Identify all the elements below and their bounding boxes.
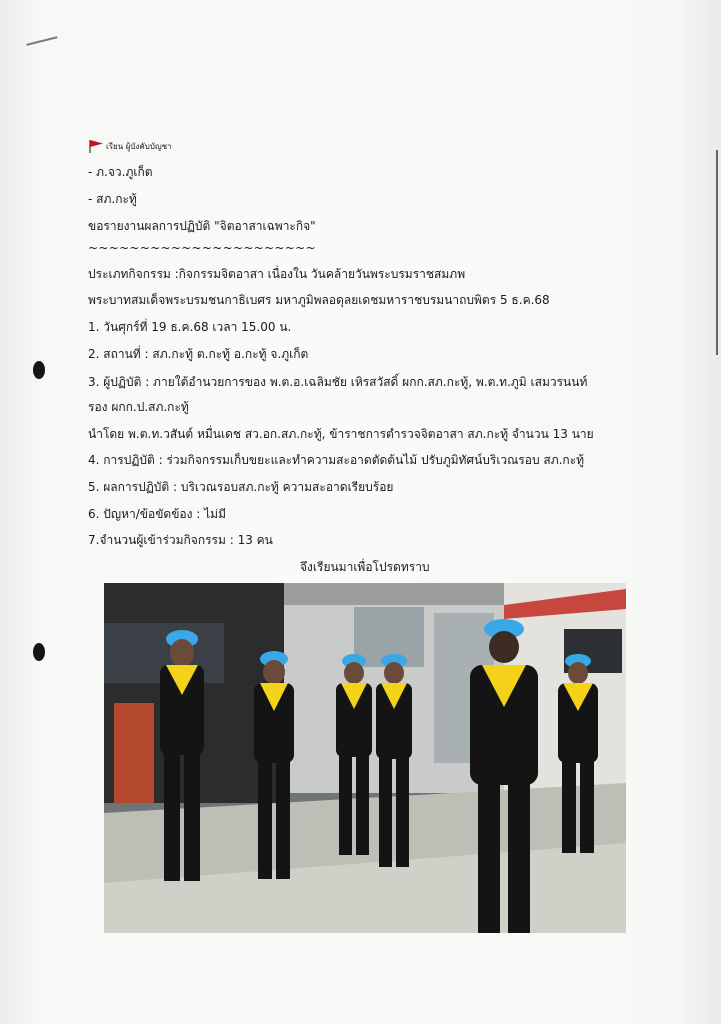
red-flag-icon [88,139,104,153]
punch-hole-bottom [33,643,45,661]
punch-hole-top [33,361,45,379]
item-personnel-line-1: 3. ผู้ปฏิบัติ : ภายใต้อำนวยการของ พ.ต.อ.เฉลิมชัย เหิรสวัสดิ์ ผกก.สภ.กะทู้, พ.ต.ท.ภูมิ เสมวรนนท์ [88,375,588,389]
item-date: 1. วันศุกร์ที่ 19 ธ.ค.68 เวลา 15.00 น. [88,320,292,334]
activity-type-line-2: พระบาทสมเด็จพระบรมชนกาธิเบศร มหาภูมิพลอดุลยเดชมหาราชบรมนาถบพิตร 5 ธ.ค.68 [88,293,550,307]
addressee-label: เรียน ผู้บังคับบัญชา [106,141,172,151]
separator-line: ~~~~~~~~~~~~~~~~~~~~~~ [88,241,316,255]
group-photo-illustration [104,583,626,933]
closing-line: จึงเรียนมาเพื่อโปรดทราบ [300,560,430,574]
item-problems: 6. ปัญหา/ข้อขัดข้อง : ไม่มี [88,507,226,521]
item-participant-count: 7.จำนวนผู้เข้าร่วมกิจกรรม : 13 คน [88,533,273,547]
item-location: 2. สถานที่ : สภ.กะทู้ ต.กะทู้ อ.กะทู้ จ.ภูเก็ต [88,347,309,361]
item-personnel-line-2: รอง ผกก.ป.สภ.กะทู้ [88,400,189,414]
activity-photo [104,583,626,933]
recipient-2: - สภ.กะทู้ [88,192,137,206]
report-body [88,136,688,574]
activity-type-line-1: ประเภทกิจกรรม :กิจกรรมจิตอาสา เนื่องใน วันคล้ายวันพระบรมราชสมภพ [88,267,466,281]
pen-mark [26,36,58,46]
item-personnel-line-3: นำโดย พ.ต.ท.วสันต์ หมื่นเดช สว.อก.สภ.กะทู้, ข้าราชการตำรวจจิตอาสา สภ.กะทู้ จำนวน 13 นาย [88,427,594,441]
report-subject: ขอรายงานผลการปฏิบัติ "จิตอาสาเฉพาะกิจ" [88,219,316,233]
paper-edge-line [716,150,718,355]
addressee-row [88,136,688,156]
item-result: 5. ผลการปฏิบัติ : บริเวณรอบสภ.กะทู้ ความสะอาดเรียบร้อย [88,480,394,494]
item-operation: 4. การปฏิบัติ : ร่วมกิจกรรมเก็บขยะและทำความสะอาดตัดต้นไม้ ปรับภูมิทัศน์บริเวณรอบ สภ.กะทู้ [88,453,585,467]
recipient-1: - ภ.จว.ภูเก็ต [88,165,153,179]
